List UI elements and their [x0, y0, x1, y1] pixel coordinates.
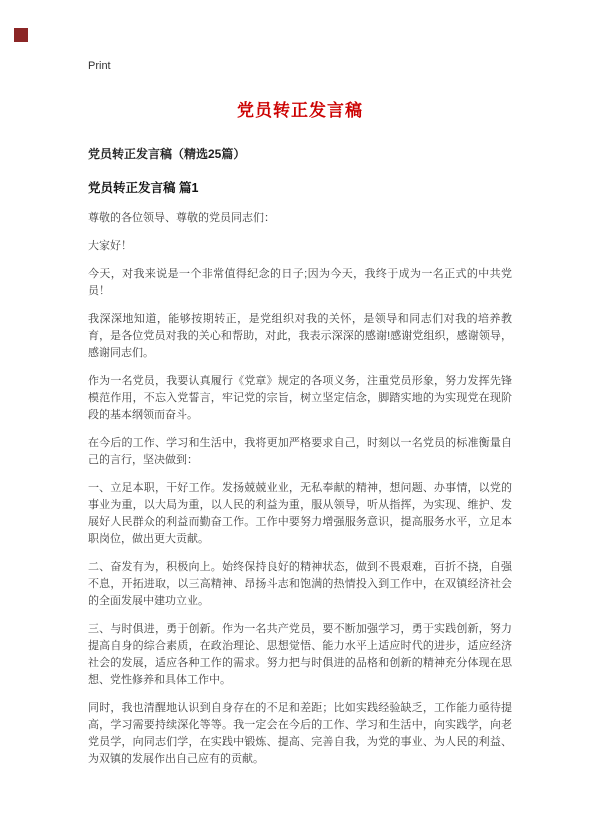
section-heading: 党员转正发言稿 篇1 [88, 181, 199, 195]
body-paragraph: 作为一名党员，我要认真履行《党章》规定的各项义务，注重党员形象，努力发挥先锋模范作用，不忘入党誓言，牢记党的宗旨，树立坚定信念，脚踏实地的为实现党在现阶段的基本纲领而奋斗。 [88, 375, 512, 421]
body-paragraph: 在今后的工作、学习和生活中，我将更加严格要求自己，时刻以一名党员的标准衡量自己的言行，坚决做到： [88, 437, 512, 466]
body-paragraph: 尊敬的各位领导、尊敬的党员同志们： [88, 212, 275, 224]
body-paragraph: 大家好！ [88, 240, 132, 252]
print-link[interactable]: Print [88, 60, 111, 72]
corner-badge-icon [14, 28, 28, 42]
paragraph-list [88, 210, 512, 768]
page-title: 党员转正发言稿 [237, 101, 363, 120]
body-paragraph: 三、与时俱进，勇于创新。作为一名共产党员，要不断加强学习，勇于实践创新，努力提高自身的综合素质，在政治理论、思想觉悟、能力水平上适应时代的进步，适应经济社会的发展，适应各种工作的需求。努力把与时俱进的品格和创新的精神充分体现在思想、党性修养和具体工作中。 [88, 623, 512, 686]
body-paragraph: 二、奋发有为，积极向上。始终保持良好的精神状态，做到不畏艰难，百折不挠，自强不息，开拓进取，以三高精神、昂扬斗志和饱满的热情投入到工作中，在双镇经济社会的全面发展中建功立业。 [88, 561, 512, 607]
body-paragraph: 今天，对我来说是一个非常值得纪念的日子;因为今天，我终于成为一名正式的中共党员！ [88, 268, 512, 297]
body-paragraph: 我深深地知道，能够按期转正，是党组织对我的关怀，是领导和同志们对我的培养教育，是各位党员对我的关心和帮助，对此，我表示深深的感谢!感谢党组织，感谢领导，感谢同志们。 [88, 313, 512, 359]
body-paragraph: 同时，我也清醒地认识到自身存在的不足和差距；比如实践经验缺乏，工作能力亟待提高，学习需要持续深化等等。我一定会在今后的工作、学习和生活中，向实践学，向老党员学，向同志们学，在实践中锻炼、提高、完善自我，为党的事业、为人民的利益、为双镇的发展作出自己应有的贡献。 [88, 702, 512, 765]
body-paragraph: 一、立足本职，干好工作。发扬兢兢业业，无私奉献的精神，想问题、办事情，以党的事业为重，以大局为重，以人民的利益为重，服从领导，听从指挥，为实现、维护、发展好人民群众的利益而勤奋工作。工作中要努力增强服务意识，提高服务水平，立足本职岗位，做出更大贡献。 [88, 482, 512, 545]
doc-subtitle: 党员转正发言稿（精选25篇） [88, 147, 246, 161]
